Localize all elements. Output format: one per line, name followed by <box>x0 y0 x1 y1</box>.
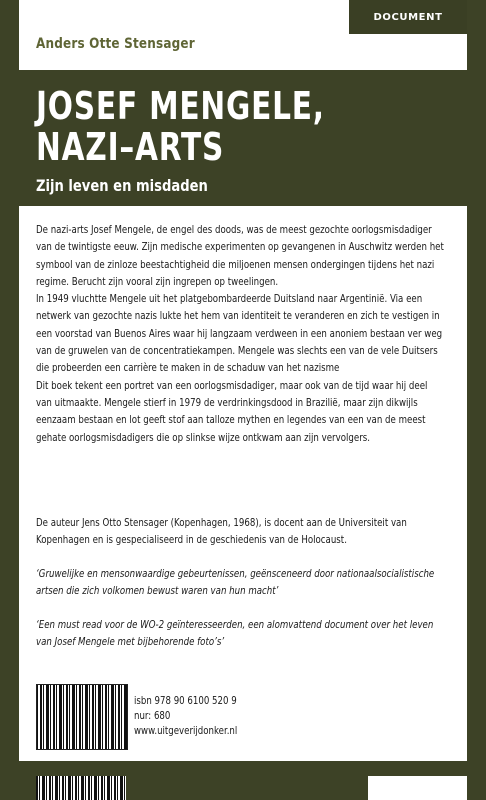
nur-code: nur: 680 <box>134 709 171 722</box>
book-title <box>36 86 325 168</box>
review-quote-2 <box>36 616 444 651</box>
bottom-white-strip <box>368 776 467 800</box>
blurb-text <box>36 221 444 446</box>
publisher-website: www.uitgeverijdonker.nl <box>134 724 238 737</box>
blurb-paragraph-3: Dit boek tekent een portret van een oorlogsmisdadiger, maar ook van de tijd waar hij deel van uitmaakte. Mengele stierf in 1979 de verdrinkingsdood in Brazilië, maar zijn dikwijls eenzaam bestaan en lot geeft stof aan talloze mythen en legendes van een van de meest gehate oorlogsmisdadigers die op slinkse wijze ontkwam aan zijn vervolgers. <box>36 378 428 444</box>
blurb-paragraph-1: De nazi-arts Josef Mengele, de engel des doods, was de meest gezochte oorlogsmisdadiger van de twintigste eeuw. Zijn medische experimenten op gevangenen in Auschwitz werden het symbool van de zinloze beestachtigheid die miljoenen mensen ondergingen tijdens het nazi regime. Berucht zijn vooral zijn ingrepen op tweelingen. <box>36 223 444 288</box>
review-quote-1 <box>36 565 444 600</box>
author-bio <box>36 514 444 549</box>
blurb-paragraph-2: In 1949 vluchtte Mengele uit het platgebombardeerde Duitsland naar Argentinië. Via een netwerk van gezochte nazis lukte het hem van identiteit te veranderen en zich te vestigen in een voorstad van Buenos Aires waar hij langzaam verdween in een anoniem bestaan ver weg van de gruwelen van de concentratiekampen. Mengele was slechts een van de vele Duitsers die probeerden een carrière te maken in de schaduw van het nazisme <box>36 292 443 375</box>
book-subtitle: Zijn leven en misdaden <box>36 176 208 195</box>
publication-info <box>134 694 237 738</box>
isbn-number: isbn 978 90 6100 520 9 <box>134 695 237 707</box>
title-line-2: NAZI–ARTS <box>36 125 225 169</box>
review-quote-1-text: ‘Gruwelijke en mensonwaardige gebeurtenissen, geënsceneerd door nationaalsocialistische artsen die zich volkomen bewust waren van hun macht’ <box>36 567 435 598</box>
review-quote-2-text: ‘Een must read voor de WO-2 geïnteresseerden, een alomvattend document over het leven van Josef Mengele met bijbehorende foto’s’ <box>36 618 434 649</box>
isbn-barcode <box>36 684 128 750</box>
author-name: Anders Otte Stensager <box>36 36 195 52</box>
secondary-barcode <box>36 776 126 800</box>
category-tag: DOCUMENT <box>349 0 467 34</box>
author-bio-text: De auteur Jens Otto Stensager (Kopenhagen, 1968), is docent aan de Universiteit van Kopenhagen en is gespecialiseerd in de geschiedenis van de Holocaust. <box>36 516 407 547</box>
title-line-1: JOSEF MENGELE, <box>36 84 325 128</box>
